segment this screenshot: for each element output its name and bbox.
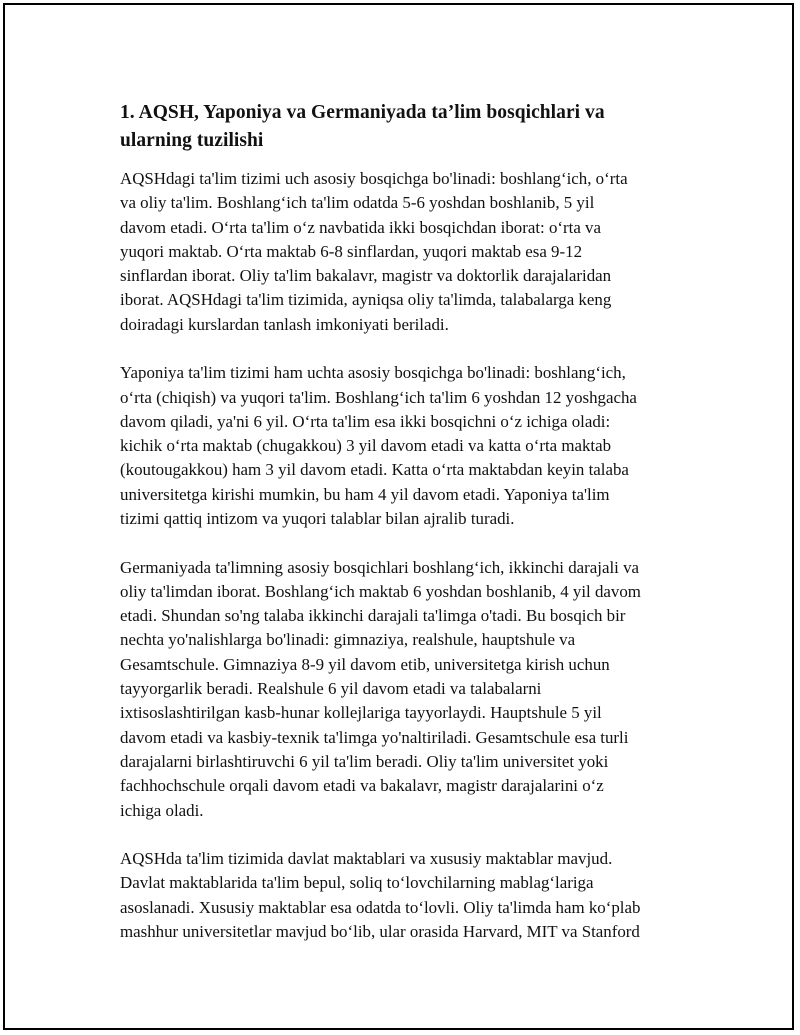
text-line: darajalarni birlashtiruvchi 6 yil ta'lim beradi. Oliy ta'lim universitet yoki: [120, 751, 609, 771]
heading-line: 1. AQSH, Yaponiya va Germaniyada ta’lim bosqichlari va: [120, 102, 605, 123]
paragraph-japan: [120, 361, 695, 531]
text-line: Davlat maktablarida ta'lim bepul, soliq to‘lovchilarning mablag‘lariga: [120, 873, 594, 893]
text-line: oliy ta'limdan iborat. Boshlang‘ich maktab 6 yoshdan boshlanib, 4 yil davom: [120, 581, 641, 601]
document-page: [3, 3, 794, 1030]
text-line: etadi. Shundan so'ng talaba ikkinchi darajali ta'limga o'tadi. Bu bosqich bir: [120, 606, 626, 626]
text-line: nechta yo'nalishlarga bo'linadi: gimnaziya, realshule, hauptshule va: [120, 630, 576, 650]
text-line: sinflardan iborat. Oliy ta'lim bakalavr, magistr va doktorlik darajalaridan: [120, 266, 612, 286]
text-line: davom etadi. O‘rta ta'lim o‘z navbatida ikki bosqichdan iborat: o‘rta va: [120, 217, 601, 237]
text-line: iborat. AQSHdagi ta'lim tizimida, ayniqsa oliy ta'limda, talabalarga keng: [120, 290, 612, 310]
text-line: AQSHda ta'lim tizimida davlat maktablari va xususiy maktablar mavjud.: [120, 848, 613, 868]
text-line: tayyorgarlik beradi. Realshule 6 yil davom etadi va talabalarni: [120, 679, 542, 699]
text-line: o‘rta (chiqish) va yuqori ta'lim. Boshlang‘ich ta'lim 6 yoshdan 12 yoshgacha: [120, 387, 637, 407]
document-body: [120, 99, 695, 968]
heading-line: ularning tuzilishi: [120, 130, 264, 151]
text-line: asoslanadi. Xususiy maktablar esa odatda to‘lovli. Oliy ta'limda ham ko‘plab: [120, 897, 641, 917]
text-line: kichik o‘rta maktab (chugakkou) 3 yil davom etadi va katta o‘rta maktab: [120, 436, 612, 456]
text-line: (koutougakkou) ham 3 yil davom etadi. Katta o‘rta maktabdan keyin talaba: [120, 460, 629, 480]
text-line: ixtisoslashtirilgan kasb-hunar kollejlariga tayyorlaydi. Hauptshule 5 yil: [120, 703, 602, 723]
text-line: Gesamtschule. Gimnaziya 8-9 yil davom etib, universitetga kirish uchun: [120, 654, 610, 674]
text-line: davom etadi va kasbiy-texnik ta'limga yo'naltiriladi. Gesamtschule esa turli: [120, 727, 629, 747]
paragraph-usa: [120, 167, 695, 337]
text-line: doiradagi kurslardan tanlash imkoniyati beriladi.: [120, 314, 449, 334]
text-line: fachhochschule orqali davom etadi va bakalavr, magistr darajalarini o‘z: [120, 776, 604, 796]
section-heading: [120, 99, 695, 155]
text-line: mashhur universitetlar mavjud bo‘lib, ular orasida Harvard, MIT va Stanford: [120, 921, 640, 941]
text-line: davom qiladi, ya'ni 6 yil. O‘rta ta'lim esa ikki bosqichni o‘z ichiga oladi:: [120, 411, 611, 431]
text-line: tizimi qattiq intizom va yuqori talablar bilan ajralib turadi.: [120, 509, 515, 529]
text-line: Germaniyada ta'limning asosiy bosqichlari boshlang‘ich, ikkinchi darajali va: [120, 557, 640, 577]
text-line: universitetga kirishi mumkin, bu ham 4 yil davom etadi. Yaponiya ta'lim: [120, 484, 610, 504]
paragraph-germany: [120, 556, 695, 823]
paragraph-schools: [120, 847, 695, 944]
text-line: va oliy ta'lim. Boshlang‘ich ta'lim odatda 5-6 yoshdan boshlanib, 5 yil: [120, 193, 595, 213]
text-line: yuqori maktab. O‘rta maktab 6-8 sinflardan, yuqori maktab esa 9-12: [120, 241, 583, 261]
text-line: AQSHdagi ta'lim tizimi uch asosiy bosqichga bo'linadi: boshlang‘ich, o‘rta: [120, 169, 628, 188]
text-line: Yaponiya ta'lim tizimi ham uchta asosiy bosqichga bo'linadi: boshlang‘ich,: [120, 363, 626, 383]
text-line: ichiga oladi.: [120, 800, 204, 820]
